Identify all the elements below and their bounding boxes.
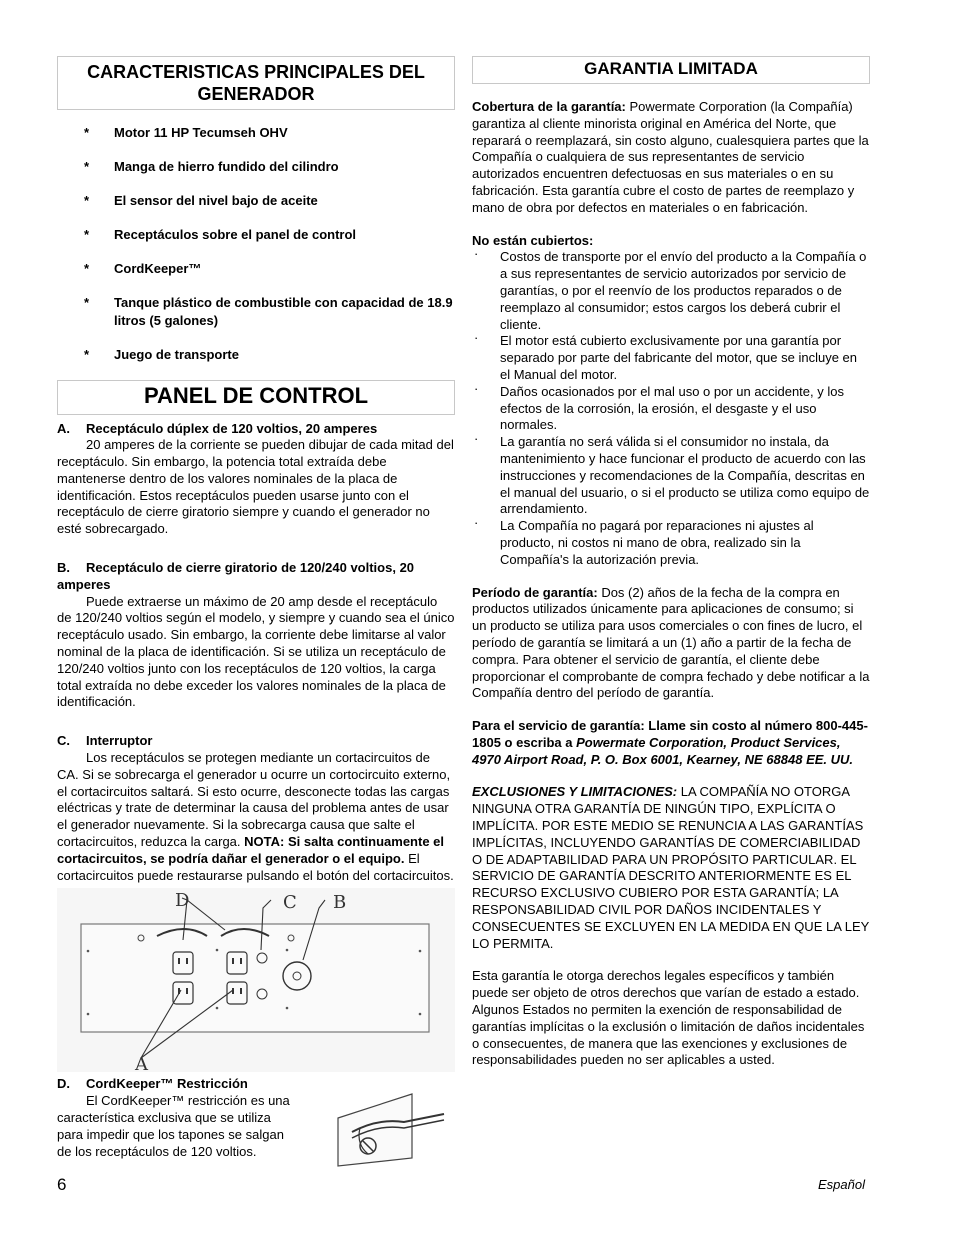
feature-item: * CordKeeper™ — [84, 261, 202, 276]
feature-item: * Motor 11 HP Tecumseh OHV — [84, 125, 288, 140]
bullet-star: * — [84, 346, 90, 362]
section-b-body: Puede extraerse un máximo de 20 amp desde el receptáculo de 120/240 voltios según el modelo, y siempre y cuando sea el único receptáculo usado. Sin embargo, la corriente debe limitarse al valor nominal de la placa de identificación. Si se utiliza un receptáculo de 120/240 voltios junto con los receptáculos de 120 voltios, la carga total extraída no debe exceder los valores nominales de la placa de identificación. — [57, 593, 455, 710]
coverage-paragraph: Cobertura de la garantía: Powermate Corporation (la Compañía) garantiza al cliente minorista original en América del Norte, que reparará o reemplazará, sin costo alguno, cualesquiera partes que la Compañía o cualquiera de sus representantes de servicio autorizados encuentren defectuosas en sus materiales o en su fabricación. Esta garantía cubre el costo de partes de reemplazo y mano de obra por defectos en materiales o en fabricación. — [472, 99, 869, 215]
section-d-title: D. CordKeeper™ Restricción — [57, 1076, 248, 1092]
diagram-label-d: D — [175, 890, 190, 912]
bullet-star: * — [84, 193, 90, 208]
bullet-star: * — [84, 227, 90, 242]
bullet-star: * — [84, 261, 90, 276]
feature-item: * Tanque plástico de combustible con capacidad de 18.9 litros (5 galones) — [84, 295, 453, 328]
warranty-heading: GARANTIA LIMITADA — [472, 56, 870, 84]
section-c-title: C. Interruptor — [57, 733, 153, 749]
features-heading: CARACTERISTICAS PRINCIPALES DEL GENERADOR — [57, 56, 455, 110]
panel-heading: PANEL DE CONTROL — [57, 380, 455, 415]
control-panel-diagram — [57, 888, 455, 1072]
section-c-note: NOTA: Si salta continuamente el cortacircuitos, se podría dañar el generador o el equipo. — [57, 834, 445, 866]
section-a-title: A. Receptáculo dúplex de 120 voltios, 20 amperes — [57, 420, 378, 436]
page-number: 6 — [57, 1175, 67, 1194]
section-c-body: Los receptáculos se protegen mediante un cortacircuitos de CA. Si se sobrecarga el generador u ocurre un cortocircuito externo, el cortacircuitos saltará. Si esto ocurre, desconecte todas las cargas eléctricas y trate de determinar la causa del problema antes de usar el generador nuevamente. Si la sobrecarga causa que salte el cortacircuitos, reduzca la carga. NOTA: Si salta continuamente el cortacircuitos, se podría dañar el generador o el equipo. El cortacircuitos puede restaurarse pulsando el botón del cortacircuitos. — [57, 750, 454, 883]
section-d — [57, 1076, 455, 1160]
rights-paragraph: Esta garantía le otorga derechos legales específicos y también puede ser objeto de otros derechos que varían de estado a estado. Algunos Estados no permiten la exención de responsabilidad de garantías implícitas o la exclusión o limitación de daños incidentales o consecuentes, de manera que las exenciones y exclusiones de responsabilidades pueden no ser aplicables a usted. — [472, 968, 865, 1068]
bullet-star: * — [84, 159, 90, 174]
diagram-label-a: A — [135, 1054, 148, 1073]
period-paragraph: Período de garantía: Dos (2) años de la fecha de la compra en productos utilizados únicamente para aplicaciones de consumo; si un producto se utiliza para usos comerciales o con fines de lucro, el período de garantía se limitará a un (1) año a partir de la fecha de compra. Para obtener el servicio de garantía, el cliente debe proporcionar el comprobante de compra fechado y debe notificar a la Compañía dentro del período de garantía. — [472, 584, 870, 701]
feature-item: * Juego de transporte — [84, 346, 239, 362]
not-covered-item: · Costos de transporte por el envío del producto a la Compañía o a sus representantes de servicio autorizados por servicio de garantías, o por el reenvío de los productos reparados o de reemplazo al consumidor; estos cargos los deberá cubrir el cliente. — [474, 246, 867, 332]
not-covered-list — [472, 246, 870, 568]
cordkeeper-illustration — [332, 1088, 450, 1168]
exclusions-paragraph: EXCLUSIONES Y LIMITACIONES: LA COMPAÑÍA NO OTORGA NINGUNA OTRA GARANTÍA DE NINGÚN TIPO, EXPLÍCITA O IMPLÍCITA. POR ESTE MEDIO SE RENUNCIA A LAS GARANTÍAS IMPLÍCITAS, INCLUYENDO GARANTÍAS DE COMERCIABILIDAD O DE ADAPTABILIDAD PARA UN PROPÓSITO PARTICULAR. EL SERVICIO DE GARANTÍA DESCRITO ANTERIORMENTE ES EL RECURSO EXCLUSIVO CUBIERO POR ESTA GARANTÍA; LA RESPONSABILIDAD CIVIL POR DAÑOS INCIDENTALES Y CONSECUENTES SE EXCLUYEN EN LA MEDIDA EN QUE LA LEY LO PERMITA. — [472, 784, 870, 951]
bullet-star: * — [84, 295, 90, 310]
left-column — [57, 56, 455, 1160]
diagram-label-c: C — [283, 892, 297, 914]
page-language: Español — [818, 1177, 865, 1192]
bullet-star: * — [84, 125, 90, 140]
right-column — [472, 56, 870, 1069]
section-d-body: El CordKeeper™ restricción es una característica exclusiva que se utiliza para impedir que los tapones se salgan de los receptáculos de 120 voltios. — [57, 1093, 290, 1159]
not-covered-label: No están cubiertos: — [472, 232, 594, 248]
features-list — [57, 124, 455, 363]
feature-item: * Receptáculos sobre el panel de control — [84, 227, 357, 242]
feature-item: * El sensor del nivel bajo de aceite — [84, 193, 318, 208]
section-b-title: B. Receptáculo de cierre giratorio de 120/240 voltios, 20 amperes — [57, 560, 415, 592]
diagram-label-b: B — [333, 892, 347, 914]
section-a-body: 20 amperes de la corriente se pueden dibujar de cada mitad del receptáculo. Sin embargo, la potencia total extraída debe mantenerse dentro de los valores nominales de la placa de identificación. Estos receptáculos pueden usarse junto con el receptáculo de cierre giratorio siempre y cuando el generador no esté sobrecargado. — [57, 437, 454, 537]
not-covered-item: · El motor está cubierto exclusivamente por una garantía por separado por parte del fabricante del motor, que se incluye en el Manual del motor. — [474, 330, 858, 382]
not-covered-item: · Daños ocasionados por el mal uso o por un accidente, y los efectos de la corrosión, la erosión, el desgaste y el uso normales. — [474, 380, 844, 433]
not-covered-item: · La garantía no será válida si el consumidor no instala, da mantenimiento y hace funcionar el producto de acuerdo con las instrucciones y recomendaciones de la Compañía, descritas en el manual del usuario, o si el producto se utiliza como equipo de arrendamiento. — [474, 431, 870, 517]
not-covered-item: · La Compañía no pagará por reparaciones ni ajustes al producto, ni costos ni mano de obra, realizado sin la Compañía's la autorización previa. — [474, 515, 814, 567]
service-paragraph: Para el servicio de garantía: Llame sin costo al número 800-445-1805 o escriba a Powermate Corporation, Product Services, 4970 Airport Road, P. O. Box 6001, Kearney, NE 68848 EE. UU. — [472, 718, 868, 767]
feature-item: * Manga de hierro fundido del cilindro — [84, 159, 339, 174]
